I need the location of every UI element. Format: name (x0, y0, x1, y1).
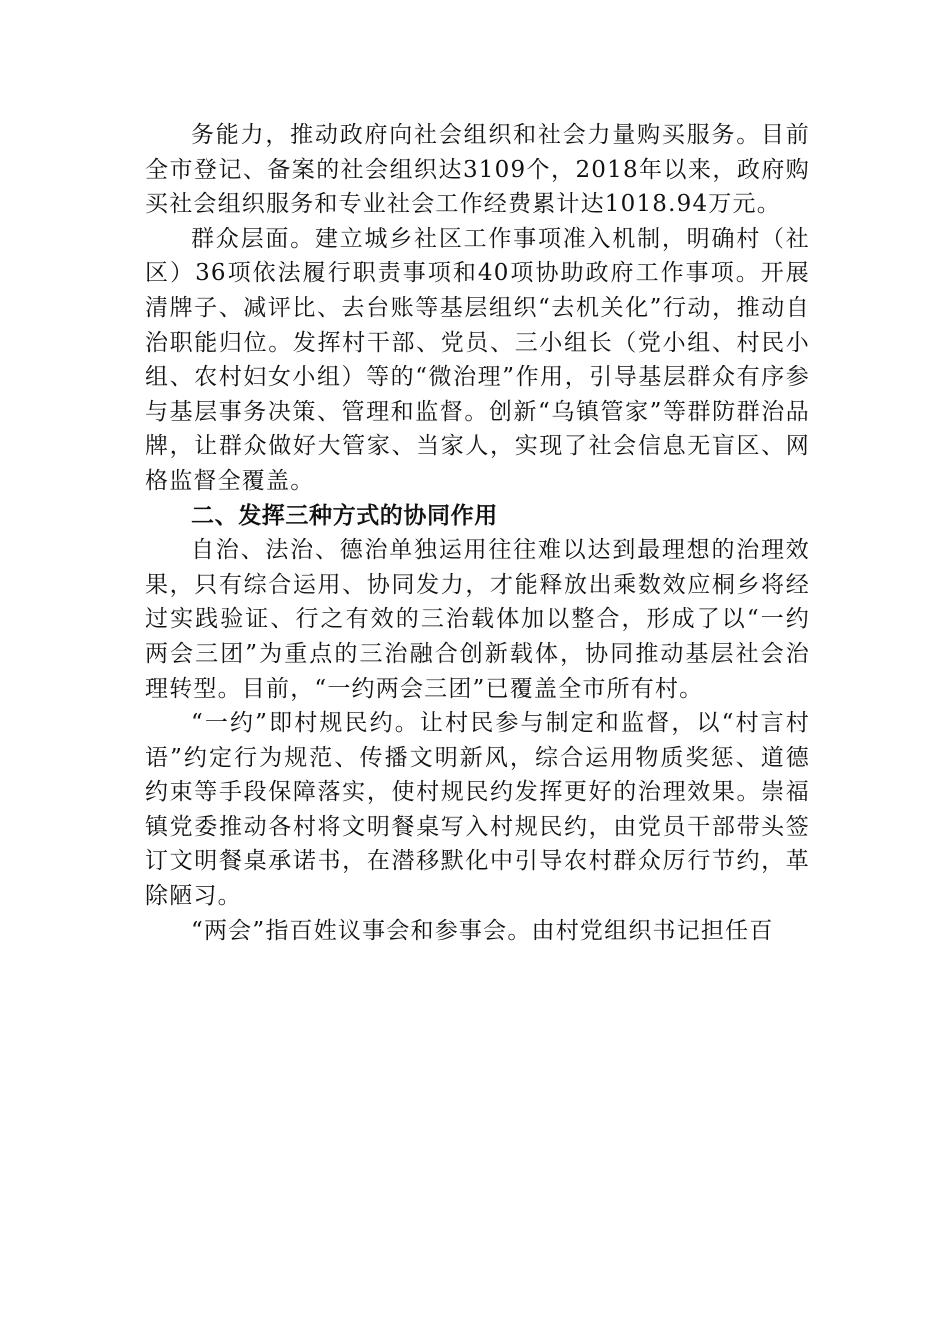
paragraph-social-org-services: 务能力，推动政府向社会组织和社会力量购买服务。目前全市登记、备案的社会组织达3109个，2018年以来，政府购买社会组织服务和专业社会工作经费累计达1018.94万元。 (145, 122, 810, 218)
section-heading: 二、发挥三种方式的协同作用 (191, 502, 498, 529)
paragraph-masses-level: 群众层面。建立城乡社区工作事项准入机制，明确村（社区）36项依法履行职责事项和40项协助政府工作事项。开展清牌子、减评比、去台账等基层组织“去机关化”行动，推动自治职能归位。发挥村干部、党员、三小组长（党小组、村民小组、农村妇女小组）等的“微治理”作用，引导基层群众有序参与基层事务决策、管理和监督。创新“乌镇管家”等群防群治品牌，让群众做好大管家、当家人，实现了社会信息无盲区、网格监督全覆盖。 (145, 225, 810, 494)
paragraph-three-governance: 自治、法治、德治单独运用往往难以达到最理想的治理效果，只有综合运用、协同发力，才能释放出乘数效应桐乡将经过实践验证、行之有效的三治载体加以整合，形成了以“一约两会三团”为重点的三治融合创新载体，协同推动基层社会治理转型。目前，“一约两会三团”已覆盖全市所有村。 (145, 537, 810, 702)
paragraph-village-rules: “一约”即村规民约。让村民参与制定和监督，以“村言村语”约定行为规范、传播文明新风，综合运用物质奖惩、道德约束等手段保障落实，使村规民约发挥更好的治理效果。崇福镇党委推动各村将文明餐桌写入村规民约，由党员干部带头签订文明餐桌承诺书，在潜移默化中引导农村群众厉行节约，革除陋习。 (145, 710, 810, 910)
document-body (145, 118, 810, 948)
paragraph-two-councils: “两会”指百姓议事会和参事会。由村党组织书记担任百 (191, 917, 774, 944)
